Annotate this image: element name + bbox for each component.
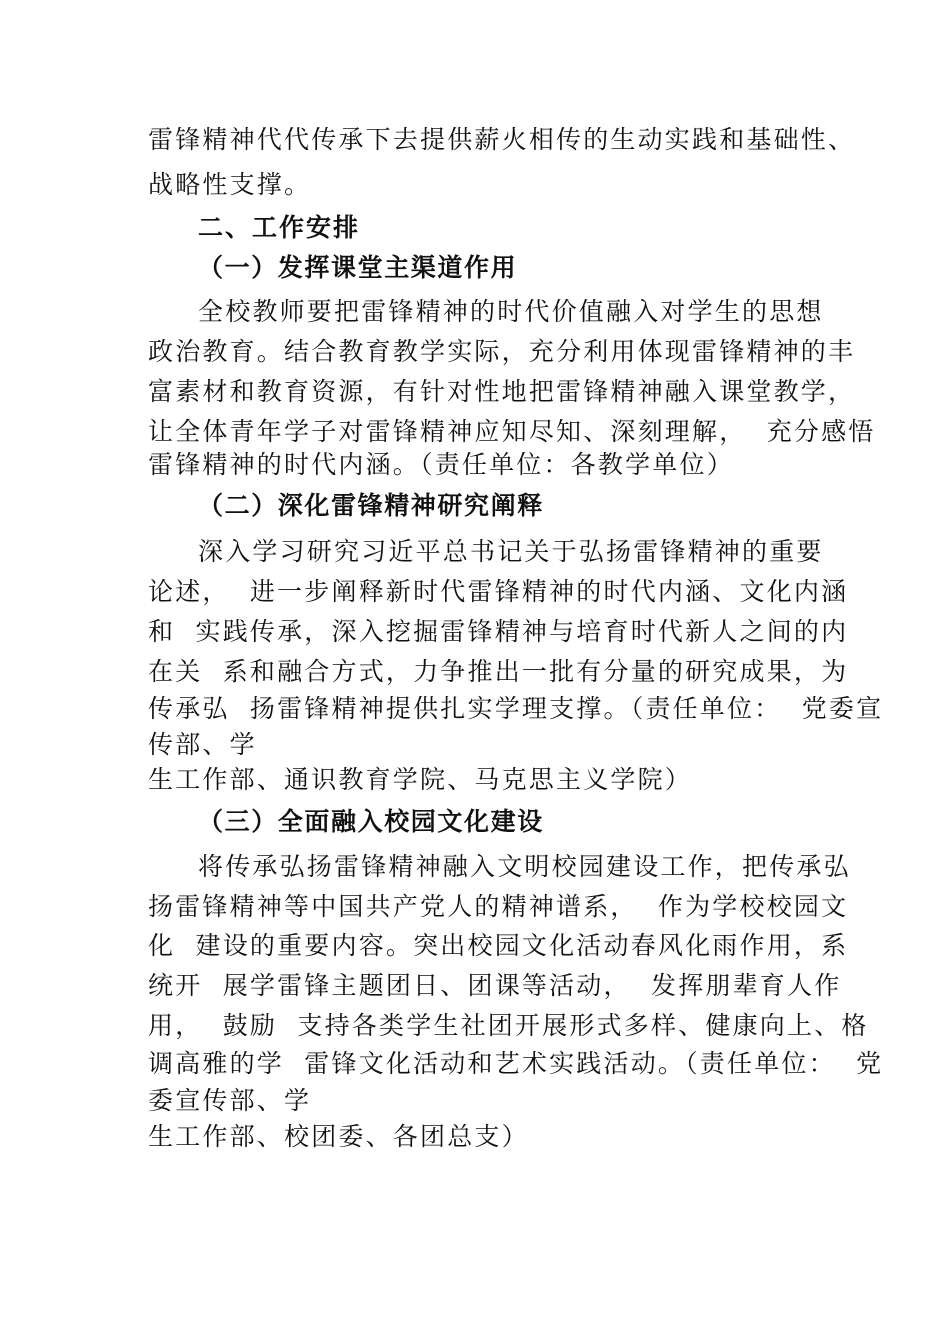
paragraph-line: 雷锋精神的时代内涵。（责任单位：各教学单位）	[148, 450, 734, 479]
paragraph-line: 委宣传部、学	[148, 1086, 312, 1115]
paragraph-line: 深入学习研究习近平总书记关于弘扬雷锋精神的重要	[198, 537, 824, 566]
paragraph-line: 化 建设的重要内容。突出校园文化活动春风化雨作用，系	[148, 931, 849, 960]
paragraph-line: 政治教育。结合教育教学实际，充分利用体现雷锋精神的丰	[148, 337, 856, 366]
paragraph-line: 生工作部、通识教育学院、马克思主义学院）	[148, 765, 693, 794]
paragraph-line: 将传承弘扬雷锋精神融入文明校园建设工作，把传承弘	[198, 852, 851, 881]
subsection-heading: （二）深化雷锋精神研究阐释	[198, 491, 544, 520]
paragraph-line: 让全体青年学子对雷锋精神应知尽知、深刻理解， 充分感悟	[148, 417, 876, 446]
paragraph-line: 和 实践传承，深入挖掘雷锋精神与培育时代新人之间的内	[148, 617, 849, 646]
paragraph-line: 在关 系和融合方式，力争推出一批有分量的研究成果，为	[148, 657, 849, 686]
paragraph-line: 论述， 进一步阐释新时代雷锋精神的时代内涵、文化内涵	[148, 577, 849, 606]
paragraph-line: 调高雅的学 雷锋文化活动和艺术实践活动。（责任单位： 党	[148, 1049, 884, 1078]
subsection-heading: （一）发挥课堂主渠道作用	[198, 253, 518, 282]
paragraph-line: 生工作部、校团委、各团总支）	[148, 1122, 529, 1151]
paragraph-line: 富素材和教育资源，有针对性地把雷锋精神融入课堂教学，	[148, 377, 856, 406]
section-heading: 二、工作安排	[198, 213, 361, 242]
paragraph-line: 全校教师要把雷锋精神的时代价值融入对学生的思想	[198, 297, 824, 326]
paragraph-line: 扬雷锋精神等中国共产党人的精神谱系， 作为学校校园文	[148, 892, 849, 921]
paragraph-line: 战略性支撑。	[148, 170, 312, 199]
subsection-heading: （三）全面融入校园文化建设	[198, 807, 544, 836]
paragraph-line: 用， 鼓励 支持各类学生社团开展形式多样、健康向上、格	[148, 1011, 869, 1040]
paragraph-line: 统开 展学雷锋主题团日、团课等活动， 发挥朋辈育人作	[148, 971, 842, 1000]
paragraph-line: 传承弘 扬雷锋精神提供扎实学理支撑。（责任单位： 党委宣	[148, 694, 884, 723]
paragraph-line: 传部、学	[148, 730, 257, 759]
paragraph-line: 雷锋精神代代传承下去提供薪火相传的生动实践和基础性、	[148, 125, 856, 154]
